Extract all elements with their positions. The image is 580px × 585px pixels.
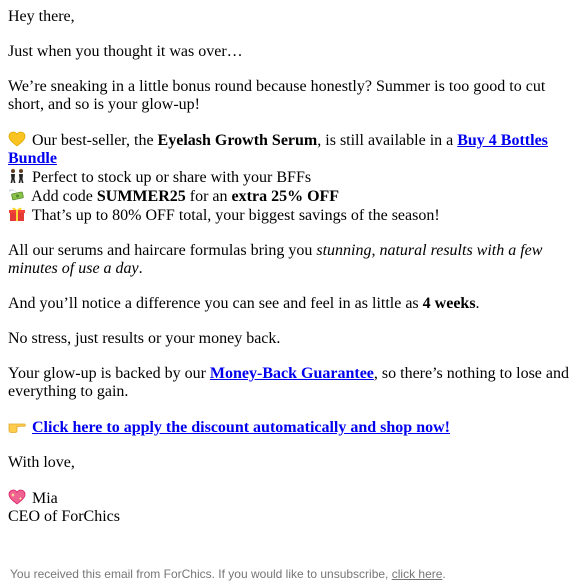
- discount-code: SUMMER25: [96, 188, 186, 205]
- pointing-right-icon: [8, 418, 26, 434]
- yellow-heart-icon: [8, 131, 26, 147]
- difference-post: .: [475, 295, 480, 312]
- product-name: Eyelash Growth Serum: [157, 132, 318, 149]
- footer-text: You received this email from ForChics. If you would like to unsubscribe,: [10, 567, 392, 581]
- difference-paragraph: [8, 295, 572, 313]
- difference-weeks: 4 weeks: [422, 295, 476, 312]
- difference-pre: And you’ll notice a difference you can see and feel in as little as: [8, 295, 423, 312]
- signature-title: CEO of ForChics: [8, 508, 120, 525]
- discount-offer: extra 25% OFF: [231, 188, 340, 205]
- bonus-paragraph: We’re sneaking in a little bonus round because honestly? Summer is too good to cut short, and so is your glow-up!: [8, 78, 546, 113]
- signoff: With love,: [8, 454, 75, 471]
- formulas-emphasis: stunning, natural results with a few minutes of use a day: [8, 242, 543, 277]
- bullet-savings: That’s up to 80% OFF total, your biggest savings of the season!: [28, 207, 440, 224]
- formulas-post: .: [138, 260, 143, 277]
- footer-post: .: [442, 567, 446, 581]
- guarantee-paragraph: [8, 365, 572, 401]
- formulas-pre: All our serums and haircare formulas bring you: [8, 242, 317, 259]
- bundle-link[interactable]: Buy 4 Bottles Bundle: [8, 132, 548, 167]
- no-stress-paragraph: No stress, just results or your money back.: [8, 330, 281, 347]
- guarantee-pre: Your glow-up is backed by our: [8, 365, 210, 382]
- offer-block: [8, 131, 572, 225]
- unsubscribe-footer: [10, 567, 446, 581]
- greeting: Hey there,: [8, 8, 75, 25]
- unsubscribe-link[interactable]: click here: [391, 567, 443, 581]
- bullet-code-mid: for an: [185, 188, 232, 205]
- signature-block: [8, 489, 572, 526]
- dancers-icon: [8, 168, 26, 184]
- bestseller-pre: Our best-seller, the: [28, 132, 158, 149]
- gift-icon: [8, 206, 26, 222]
- cta-paragraph: [8, 418, 572, 437]
- formulas-paragraph: [8, 242, 572, 278]
- sparkling-heart-icon: [8, 489, 26, 505]
- intro-line: Just when you thought it was over…: [8, 43, 243, 60]
- money-back-guarantee-link[interactable]: Money-Back Guarantee: [209, 365, 374, 382]
- bullet-stock: Perfect to stock up or share with your BFFs: [28, 169, 312, 186]
- apply-discount-cta-link[interactable]: Click here to apply the discount automatically and shop now!: [32, 419, 450, 436]
- bestseller-mid: , is still available in a: [317, 132, 458, 149]
- signature-name: Mia: [28, 490, 58, 507]
- money-wings-icon: [8, 187, 26, 203]
- bullet-code-pre: Add code: [28, 188, 97, 205]
- guarantee-post: , so there’s nothing to lose and everything to gain.: [8, 365, 569, 400]
